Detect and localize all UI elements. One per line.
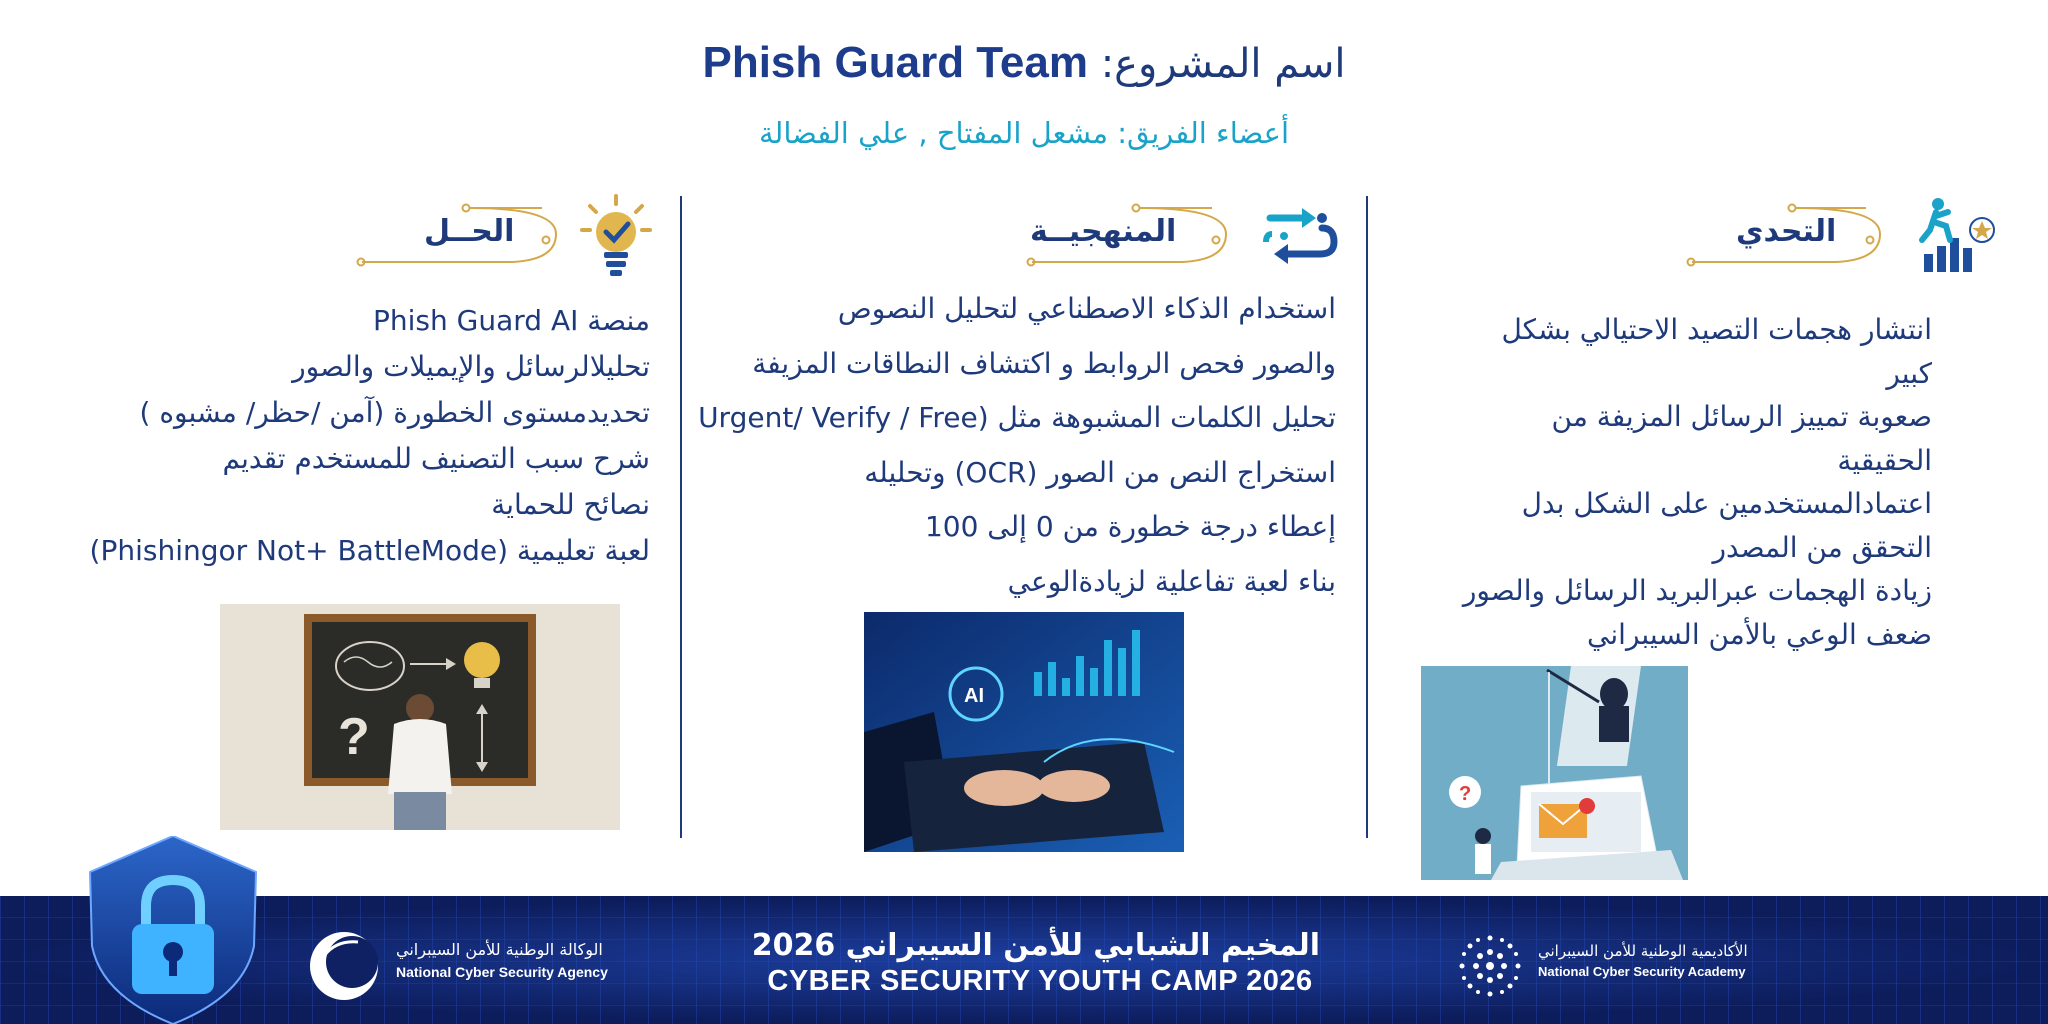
challenge-line: الحقيقية	[1837, 443, 1932, 477]
camp-title-en: CYBER SECURITY YOUTH CAMP 2026	[767, 965, 1313, 997]
column-divider	[680, 196, 682, 838]
challenge-line: اعتمادالمستخدمين على الشكل بدل	[1521, 487, 1932, 520]
challenge-line: انتشار هجمات التصيد الاحتيالي بشكل	[1501, 313, 1932, 346]
svg-text:AI: AI	[964, 685, 984, 707]
challenge-line: صعوبة تمييز الرسائل المزيفة من	[1551, 400, 1932, 433]
project-title	[0, 38, 2048, 88]
solution-title: الحــل	[424, 214, 515, 249]
team-members: أعضاء الفريق: مشعل المفتاح , علي الفضالة	[758, 116, 1290, 150]
methodology-line: تحليل الكلمات المشبوهة مثل (Urgent/ Verify / Free	[698, 401, 1336, 434]
academy-name-ar: الأكاديمية الوطنية للأمن السيبراني	[1538, 942, 1748, 960]
agency-name-ar: الوكالة الوطنية للأمن السيبراني	[396, 940, 603, 959]
project-name: Phish Guard Team	[702, 38, 1088, 87]
solution-line: نصائح للحماية	[491, 488, 650, 521]
methodology-title: المنهجيــة	[1030, 214, 1177, 249]
column-divider	[1366, 196, 1368, 838]
methodology-line: استخراج النص من الصور (OCR) وتحليله	[864, 455, 1336, 489]
solution-line: شرح سبب التصنيف للمستخدم تقديم	[222, 442, 650, 475]
methodology-line: إعطاء درجة خطورة من 0 إلى 100	[924, 510, 1336, 543]
methodology-line: والصور فحص الروابط و اكتشاف النطاقات المزيفة	[752, 346, 1336, 380]
ai-laptop-image	[864, 612, 1184, 852]
challenge-line: كبير	[1886, 356, 1932, 390]
workflow-arrows-icon	[1262, 204, 1338, 268]
svg-text:?: ?	[338, 708, 370, 766]
phishing-illustration	[1421, 666, 1688, 880]
solution-text	[90, 298, 650, 574]
methodology-line: بناء لعبة تفاعلية لزيادةالوعي	[1007, 564, 1336, 598]
thinking-chalkboard-image	[220, 604, 620, 830]
challenge-line: التحقق من المصدر	[1712, 530, 1932, 564]
academy-name-en: National Cyber Security Academy	[1538, 964, 1746, 979]
lightbulb-check-icon	[580, 192, 652, 284]
running-person-chart-icon	[1916, 196, 2000, 280]
challenge-title: التحدي	[1736, 214, 1837, 249]
solution-line: تحليلالرسائل والإيميلات والصور	[292, 350, 650, 383]
shield-lock-icon	[84, 836, 262, 1024]
agency-logo	[306, 926, 606, 1006]
methodology-line: استخدام الذكاء الاصطناعي لتحليل النصوص	[837, 292, 1336, 325]
agency-name-en: National Cyber Security Agency	[396, 964, 608, 980]
challenge-line: زيادة الهجمات عبرالبريد الرسائل والصور	[1462, 574, 1932, 607]
challenge-line: ضعف الوعي بالأمن السيبراني	[1587, 617, 1932, 651]
challenge-text	[1463, 308, 1932, 656]
academy-emblem-icon	[1450, 926, 1530, 1006]
agency-emblem-icon	[306, 926, 386, 1006]
svg-text:?: ?	[1459, 783, 1472, 805]
project-label: اسم المشروع:	[1100, 41, 1346, 87]
methodology-text	[698, 282, 1336, 609]
solution-line: منصة Phish Guard AI	[373, 304, 650, 337]
academy-logo	[1450, 924, 1770, 1008]
solution-line: تحديدمستوى الخطورة (آمن /حظر/ مشبوه )	[139, 396, 650, 429]
solution-line: لعبة تعليمية (Phishingor Not+ BattleMode)	[89, 534, 650, 567]
camp-title	[751, 928, 1320, 998]
camp-title-ar: المخيم الشبابي للأمن السيبراني 2026	[751, 928, 1320, 963]
